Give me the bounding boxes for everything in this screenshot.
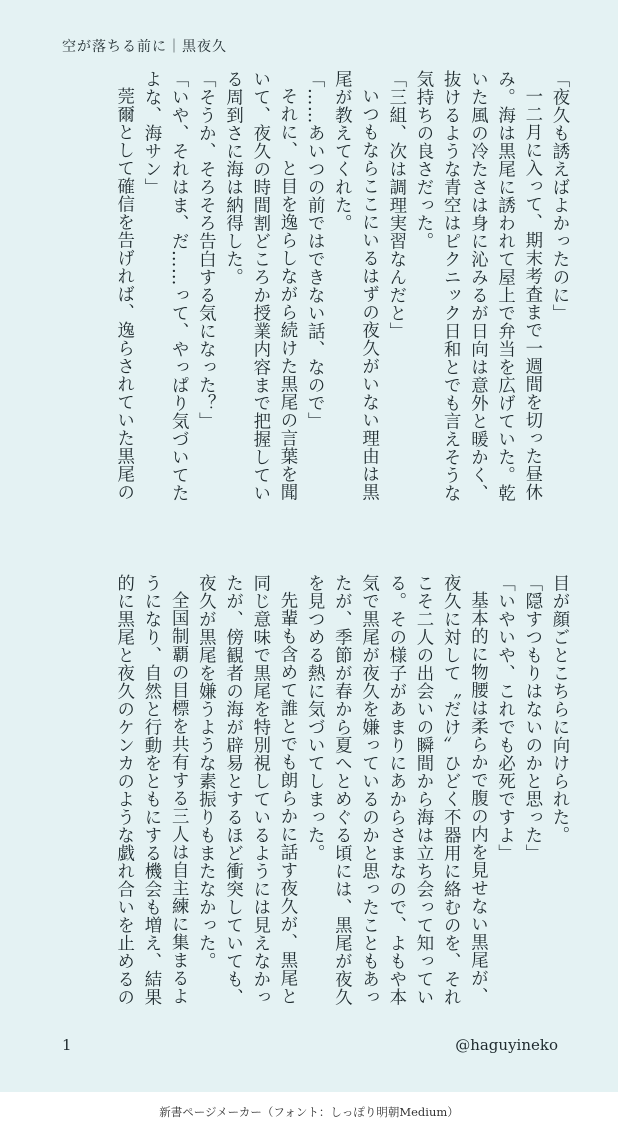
paragraph: それに、と目を逸らしながら続けた黒尾の言葉を聞いて、夜久の時間割どころか授業内容まで把握している周到さに海は納得した。 <box>222 70 297 502</box>
paragraph: 全国制覇の目標を共有する三人は自主練に集まるようになり、自然と行動をともにする機会も増え、結果的に黒尾と夜久のケンカのような戯れ合いを止めるの <box>113 574 189 1006</box>
paragraph: 「……あいつの前ではできない話、なので」 <box>304 70 325 430</box>
page-number: 1 <box>62 1036 72 1054</box>
paragraph: 先輩も含めて誰とでも朗らかに話す夜久が、黒尾と同じ意味で黒尾を特別視しているようには見えなかったが、傍観者の海が辟易とするほど衝突していても、夜久が黒尾を嫌うような素振りもまたなかった。 <box>195 574 297 1006</box>
paragraph: 「そうか、そろそろ告白する気になった？」 <box>195 70 216 430</box>
footer <box>0 1092 618 1132</box>
paragraph: 「夜久も誘えばよかったのに」 <box>549 70 569 322</box>
page-title: 空が落ちる前に｜黒夜久 <box>62 39 227 55</box>
paragraph: 「三組、次は調理実習なんだと」 <box>385 70 406 340</box>
paragraph: 莞爾として確信を告げれば、逸らされていた黒尾の <box>113 87 134 502</box>
paragraph: 基本的に物腰は柔らかで腹の内を見せない黒尾が、夜久に対して〝だけ〟ひどく不器用に絡むのを、それこそ二人の出会いの瞬間から海は立ち会って知っている。その様子があまりにあからさまなので、よもや本気で黒尾が夜久を嫌っているのかと思ったこともあったが、季節が春から夏へとめぐる頃には、黒尾が夜久を見つめる熱に気づいてしまった。 <box>304 574 488 1006</box>
footer-credit: 新書ページメーカー（フォント：しっぽり明朝Medium） <box>159 1105 459 1119</box>
paragraph: いつもならここにいるはずの夜久がいない理由は黒尾が教えてくれた。 <box>331 70 379 502</box>
paragraph: 「いやいや、これでも必死ですよ」 <box>494 574 515 862</box>
bottom-text-block <box>52 574 572 1014</box>
paragraph: 「隠すつもりはないのかと思った」 <box>521 574 542 862</box>
top-text-block <box>52 70 572 510</box>
paragraph: 一二月に入って、期末考査まで一週間を切った昼休み。海は黒尾に誘われて屋上で弁当を広げていた。乾いた風の冷たさは身に沁みるが日向は意外と暖かく、抜けるような青空はピクニック日和とでも言えそうな気持ちの良さだった。 <box>412 70 542 502</box>
paragraph: 「いや、それはま、だ……って、やっぱり気づいてたよな、海サン」 <box>140 70 189 502</box>
paragraph: 目が顔ごとこちらに向けられた。 <box>549 574 569 844</box>
author-handle: @haguyineko <box>455 1036 558 1054</box>
